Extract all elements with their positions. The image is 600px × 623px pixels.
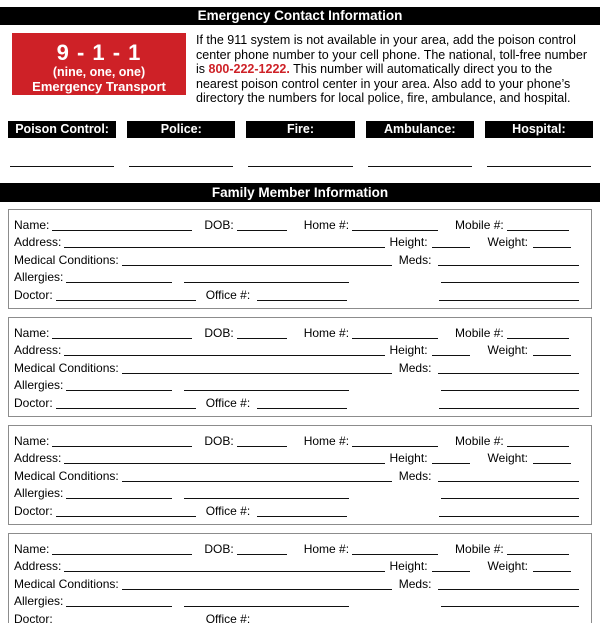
address-field-line[interactable] (64, 463, 384, 464)
medical-conditions-field-line[interactable] (122, 481, 392, 482)
ambulance-field-line[interactable] (368, 166, 472, 167)
name-label: Name: (14, 433, 50, 448)
family-members-list (8, 209, 592, 623)
dob-field-line[interactable] (237, 554, 287, 555)
meds-extra-field-line-1[interactable] (441, 390, 579, 391)
member-row-name (14, 431, 579, 449)
name-field-line[interactable] (52, 230, 192, 231)
instructions-paragraph (196, 33, 597, 106)
home-phone-field-line[interactable] (352, 338, 438, 339)
office-phone-field-line[interactable] (257, 516, 347, 517)
police-field-line[interactable] (129, 166, 233, 167)
contact-line-cell (127, 166, 235, 167)
dob-field-line[interactable] (237, 338, 287, 339)
name-label: Name: (14, 541, 50, 556)
home-phone-field-line[interactable] (352, 230, 438, 231)
height-field-line[interactable] (432, 463, 470, 464)
contact-line-cell (246, 166, 354, 167)
height-field-line[interactable] (432, 247, 470, 248)
emergency-number-words: (nine, one, one) (52, 65, 146, 79)
weight-field-line[interactable] (533, 571, 571, 572)
weight-field-line[interactable] (533, 355, 571, 356)
dob-field-line[interactable] (237, 230, 287, 231)
height-label: Height: (389, 343, 428, 358)
allergies-label: Allergies: (14, 270, 64, 285)
doctor-label: Doctor: (14, 503, 53, 518)
member-row-doctor (14, 501, 579, 519)
office-phone-label: Office #: (205, 287, 251, 302)
height-field-line[interactable] (432, 355, 470, 356)
call-911-box (12, 33, 186, 109)
member-row-medical (14, 250, 579, 268)
family-member-box (8, 533, 592, 623)
doctor-field-line[interactable] (56, 516, 196, 517)
allergies-label: Allergies: (14, 378, 64, 393)
medical-conditions-label: Medical Conditions: (14, 360, 119, 375)
dob-field-line[interactable] (237, 446, 287, 447)
name-field-line[interactable] (52, 446, 192, 447)
member-row-allergies (14, 268, 579, 286)
address-label: Address: (14, 451, 62, 466)
home-phone-label: Home #: (303, 325, 350, 340)
doctor-label: Doctor: (14, 287, 53, 302)
emergency-contacts-label-row (8, 121, 593, 139)
address-field-line[interactable] (64, 247, 384, 248)
member-row-address (14, 341, 579, 359)
address-label: Address: (14, 559, 62, 574)
address-field-line[interactable] (64, 571, 384, 572)
member-row-name (14, 215, 579, 233)
mobile-phone-field-line[interactable] (507, 230, 569, 231)
weight-field-line[interactable] (533, 247, 571, 248)
mobile-phone-field-line[interactable] (507, 446, 569, 447)
meds-field-line[interactable] (438, 589, 579, 590)
office-phone-field-line[interactable] (257, 300, 347, 301)
meds-field-line[interactable] (438, 481, 579, 482)
instructions-text-after: This number will automatically direct you to the nearest poison control center in your area. Also add to your phone’s directory the numbers for local police, fire, ambulance, and hospital. (196, 62, 571, 106)
doctor-field-line[interactable] (56, 300, 196, 301)
office-phone-label: Office #: (205, 611, 251, 623)
allergies-extra-field-line[interactable] (184, 282, 349, 283)
meds-label: Meds: (398, 468, 432, 483)
contact-label-poison-control: Poison Control: (8, 121, 116, 139)
contact-label-fire: Fire: (246, 121, 354, 139)
member-row-allergies (14, 376, 579, 394)
mobile-phone-label: Mobile #: (455, 325, 504, 340)
meds-extra-field-line-1[interactable] (441, 498, 579, 499)
doctor-field-line[interactable] (56, 408, 196, 409)
member-row-address (14, 449, 579, 467)
name-field-line[interactable] (52, 554, 192, 555)
member-row-doctor (14, 393, 579, 411)
weight-label: Weight: (487, 559, 528, 574)
member-row-address (14, 557, 579, 575)
allergies-field-line[interactable] (66, 282, 172, 283)
hospital-field-line[interactable] (487, 166, 591, 167)
meds-field-line[interactable] (438, 373, 579, 374)
member-row-medical (14, 574, 579, 592)
member-row-allergies (14, 592, 579, 610)
meds-label: Meds: (398, 576, 432, 591)
name-label: Name: (14, 325, 50, 340)
top-section (12, 33, 597, 109)
meds-label: Meds: (398, 252, 432, 267)
allergies-label: Allergies: (14, 486, 64, 501)
member-row-allergies (14, 484, 579, 502)
height-label: Height: (389, 235, 428, 250)
medical-conditions-field-line[interactable] (122, 265, 392, 266)
office-phone-label: Office #: (205, 503, 251, 518)
mobile-phone-field-line[interactable] (507, 338, 569, 339)
allergies-field-line[interactable] (66, 498, 172, 499)
weight-field-line[interactable] (533, 463, 571, 464)
family-member-box (8, 425, 592, 525)
dob-label: DOB: (204, 325, 234, 340)
contact-line-cell (485, 166, 593, 167)
dob-label: DOB: (204, 433, 234, 448)
allergies-extra-field-line[interactable] (184, 390, 349, 391)
height-field-line[interactable] (432, 571, 470, 572)
emergency-contacts-write-in-row (8, 138, 593, 167)
poison-control-field-line[interactable] (10, 166, 114, 167)
office-phone-field-line[interactable] (257, 408, 347, 409)
doctor-label: Doctor: (14, 395, 53, 410)
address-field-line[interactable] (64, 355, 384, 356)
weight-label: Weight: (487, 343, 528, 358)
family-section-title-bar (0, 183, 600, 202)
mobile-phone-field-line[interactable] (507, 554, 569, 555)
allergies-field-line[interactable] (66, 606, 172, 607)
height-label: Height: (389, 451, 428, 466)
meds-extra-field-line-2[interactable] (439, 408, 579, 409)
contact-label-hospital: Hospital: (485, 121, 593, 139)
mobile-phone-label: Mobile #: (455, 433, 504, 448)
contact-line-cell (366, 166, 474, 167)
dob-label: DOB: (204, 541, 234, 556)
contact-label-police: Police: (127, 121, 235, 139)
emergency-system-name: Emergency Transport System (32, 79, 166, 109)
height-label: Height: (389, 559, 428, 574)
medical-conditions-label: Medical Conditions: (14, 252, 119, 267)
allergies-extra-field-line[interactable] (184, 606, 349, 607)
doctor-label: Doctor: (14, 611, 53, 623)
name-label: Name: (14, 217, 50, 232)
member-row-name (14, 539, 579, 557)
member-row-medical (14, 466, 579, 484)
emergency-number: 9 - 1 - 1 (56, 40, 142, 65)
allergies-label: Allergies: (14, 594, 64, 609)
weight-label: Weight: (487, 451, 528, 466)
home-phone-label: Home #: (303, 433, 350, 448)
meds-label: Meds: (398, 360, 432, 375)
home-phone-field-line[interactable] (352, 554, 438, 555)
mobile-phone-label: Mobile #: (455, 541, 504, 556)
medical-conditions-field-line[interactable] (122, 373, 392, 374)
member-row-medical (14, 358, 579, 376)
family-member-box (8, 209, 592, 309)
fire-field-line[interactable] (248, 166, 352, 167)
allergies-extra-field-line[interactable] (184, 498, 349, 499)
family-member-box (8, 317, 592, 417)
member-row-doctor (14, 609, 579, 623)
address-label: Address: (14, 235, 62, 250)
meds-extra-field-line-2[interactable] (439, 516, 579, 517)
address-label: Address: (14, 343, 62, 358)
member-row-address (14, 233, 579, 251)
page-title: Emergency Contact Information (197, 8, 403, 23)
contact-label-ambulance: Ambulance: (366, 121, 474, 139)
family-section-title: Family Member Information (211, 184, 389, 200)
home-phone-field-line[interactable] (352, 446, 438, 447)
medical-conditions-field-line[interactable] (122, 589, 392, 590)
member-row-doctor (14, 285, 579, 303)
member-row-name (14, 323, 579, 341)
name-field-line[interactable] (52, 338, 192, 339)
medical-conditions-label: Medical Conditions: (14, 576, 119, 591)
home-phone-label: Home #: (303, 541, 350, 556)
contact-line-cell (8, 166, 116, 167)
meds-extra-field-line-1[interactable] (441, 606, 579, 607)
page-title-bar (0, 7, 600, 25)
office-phone-label: Office #: (205, 395, 251, 410)
meds-field-line[interactable] (438, 265, 579, 266)
weight-label: Weight: (487, 235, 528, 250)
meds-extra-field-line-1[interactable] (441, 282, 579, 283)
mobile-phone-label: Mobile #: (455, 217, 504, 232)
instructions-text-before: If the 911 system is not available in your area, add the poison control center phone number to your cell phone. The national, toll-free number is (196, 33, 587, 77)
allergies-field-line[interactable] (66, 390, 172, 391)
home-phone-label: Home #: (303, 217, 350, 232)
dob-label: DOB: (204, 217, 234, 232)
poison-control-phone-number: 800-222-1222. (208, 62, 290, 77)
medical-conditions-label: Medical Conditions: (14, 468, 119, 483)
meds-extra-field-line-2[interactable] (439, 300, 579, 301)
